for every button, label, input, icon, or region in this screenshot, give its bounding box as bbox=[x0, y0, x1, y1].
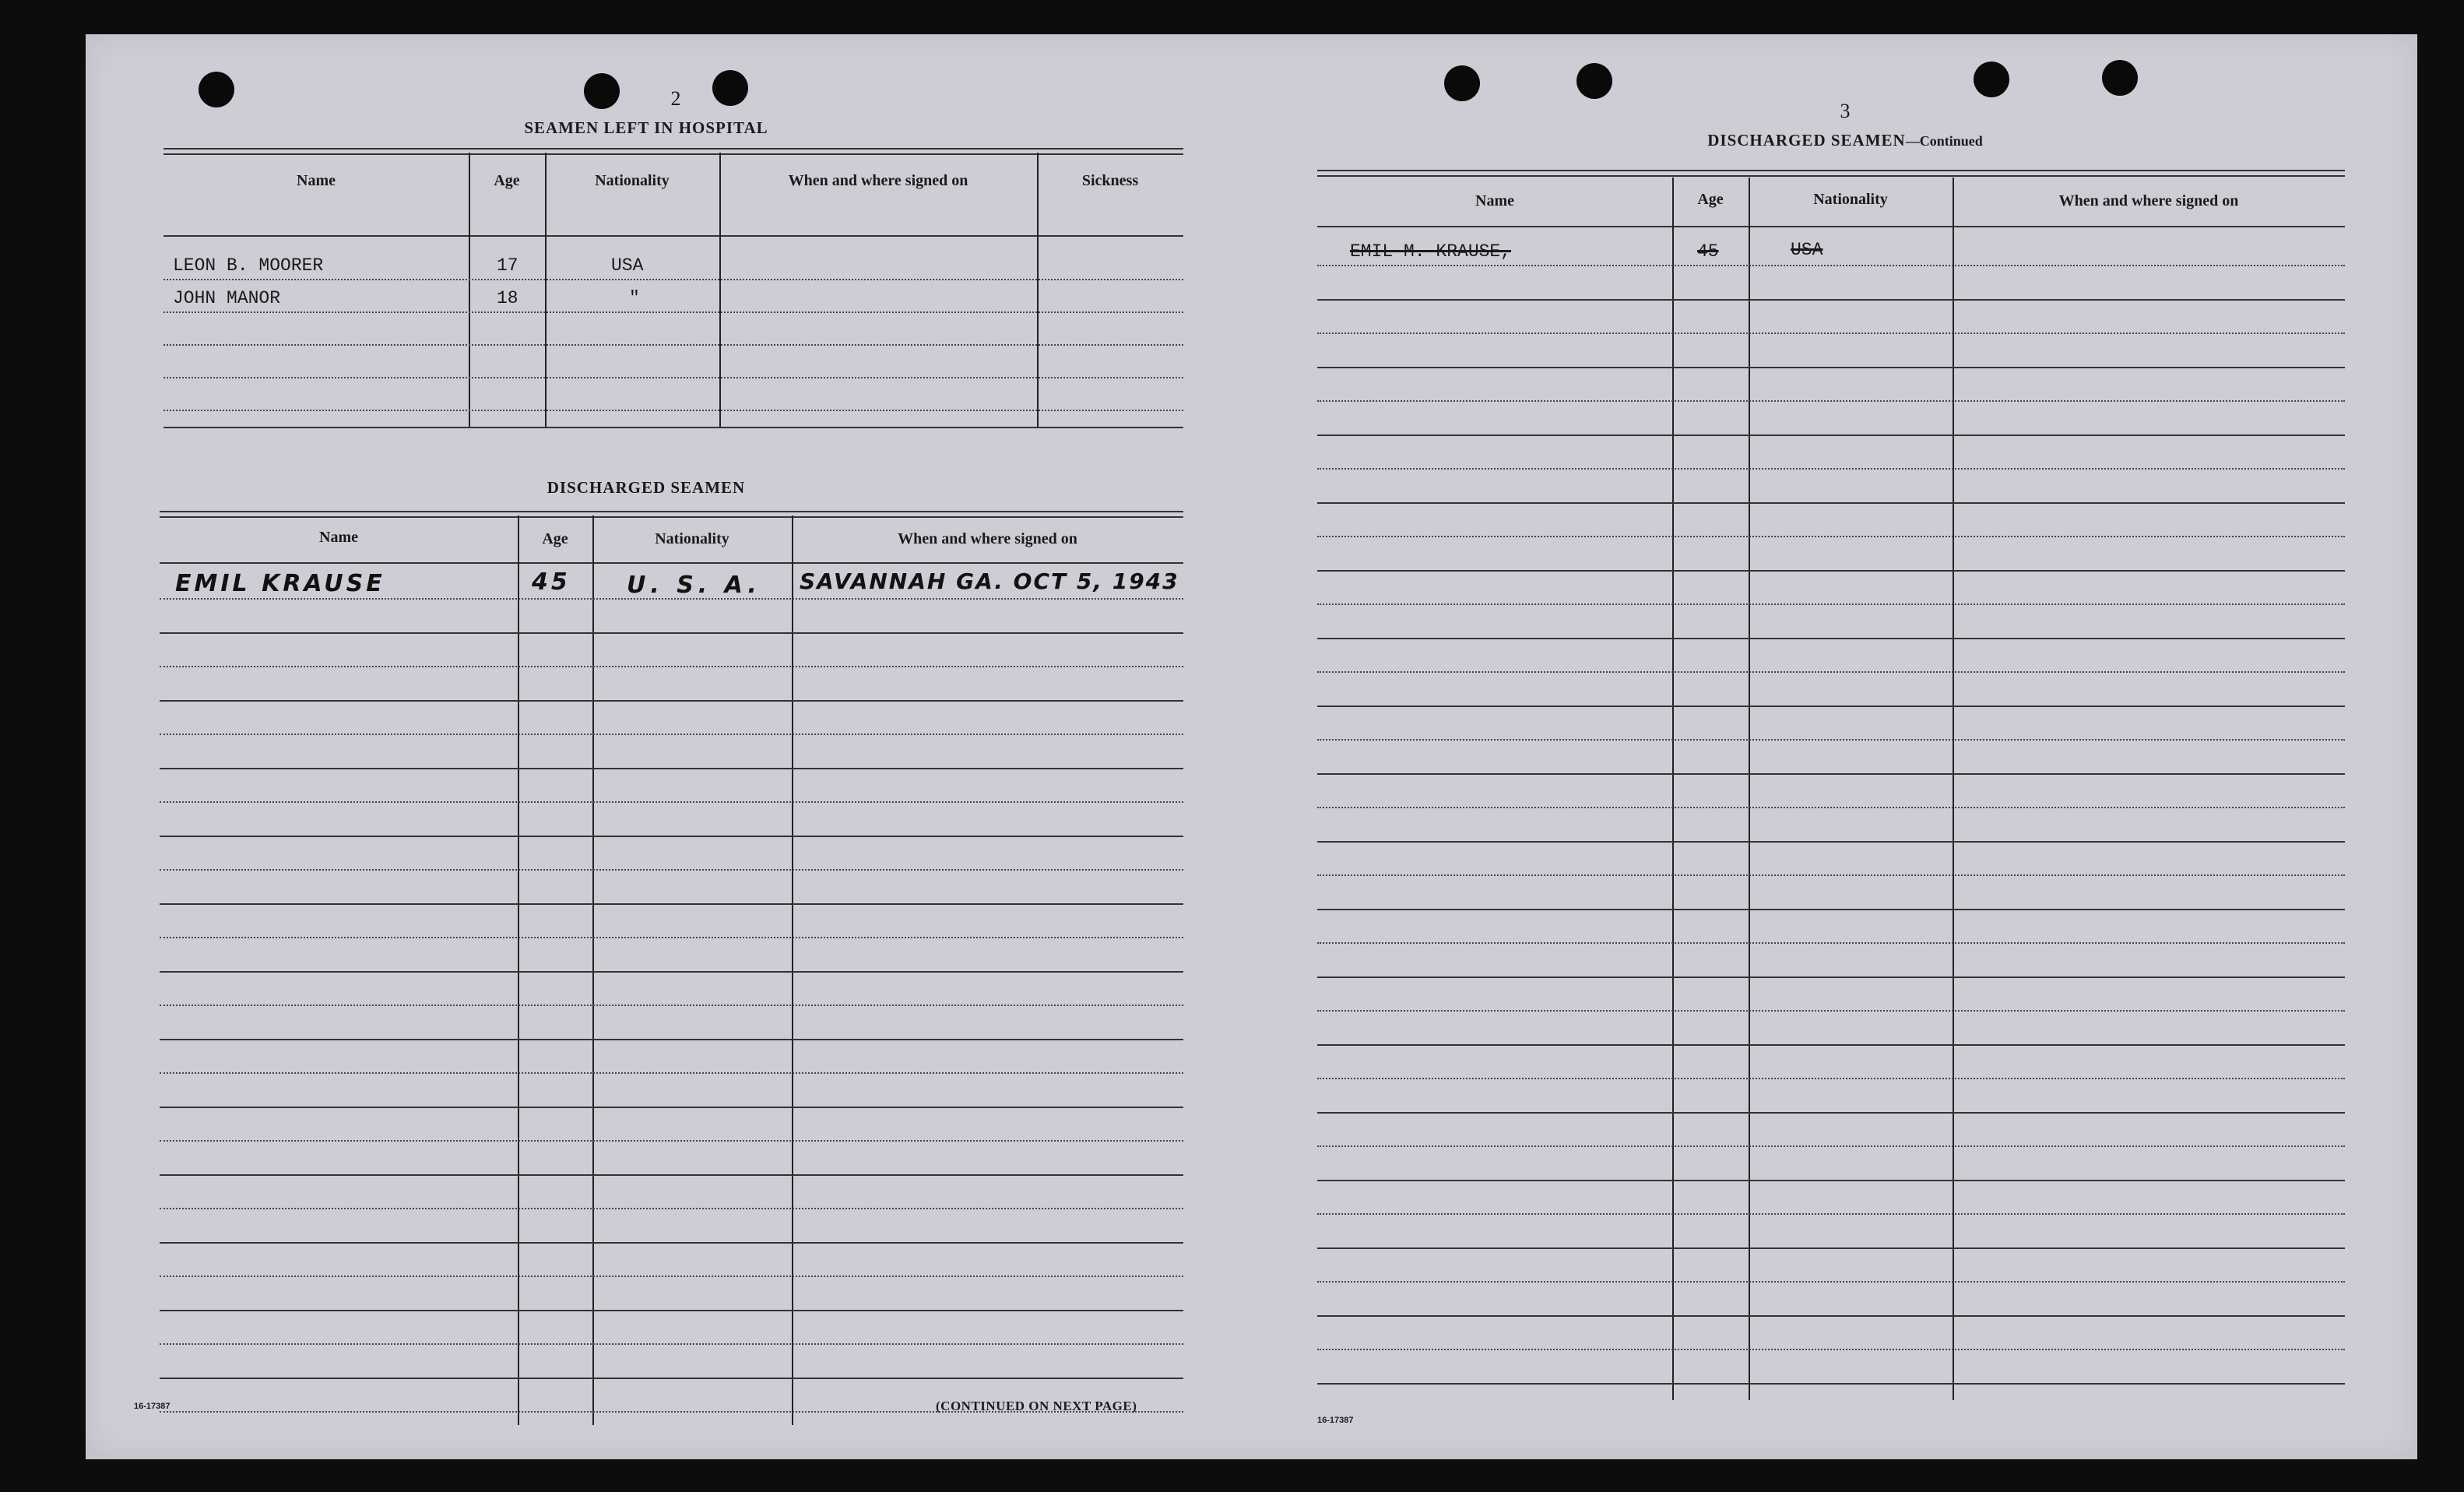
punch-hole bbox=[1576, 63, 1612, 99]
ruling-line bbox=[1317, 976, 2345, 978]
ruling-line bbox=[160, 1378, 1183, 1379]
ruling-line bbox=[1317, 841, 2345, 843]
ruling-line bbox=[160, 1276, 1183, 1277]
header-signed-on: When and where signed on bbox=[788, 171, 968, 189]
seaman-nationality: U. S. A. bbox=[627, 572, 761, 599]
ruling-line bbox=[1317, 1145, 2345, 1147]
ruling-line bbox=[1317, 333, 2345, 334]
punch-hole bbox=[1444, 65, 1480, 101]
seaman-name: EMIL KRAUSE bbox=[175, 570, 385, 597]
seaman-nationality: " bbox=[629, 288, 640, 308]
ruling-line bbox=[1317, 671, 2345, 673]
ruling-line bbox=[160, 1242, 1183, 1244]
ruling-line bbox=[1317, 468, 2345, 470]
discharged-continued-table bbox=[1317, 170, 2345, 1402]
ruling-line bbox=[1317, 570, 2345, 572]
seaman-age: 17 bbox=[497, 255, 518, 276]
seaman-age: 18 bbox=[497, 288, 518, 308]
ruling-line bbox=[1317, 1383, 2345, 1385]
punch-hole bbox=[584, 73, 620, 109]
continued-note: (CONTINUED ON NEXT PAGE) bbox=[936, 1399, 1137, 1413]
ruling-line bbox=[1317, 435, 2345, 436]
seaman-age: 45 bbox=[532, 568, 571, 596]
ruling-line bbox=[1317, 367, 2345, 368]
header-age: Age bbox=[494, 171, 520, 189]
seaman-name: LEON B. MOORER bbox=[173, 255, 324, 276]
ruling-line bbox=[1317, 1281, 2345, 1283]
ruling-line bbox=[160, 1107, 1183, 1108]
discharged-table bbox=[160, 511, 1183, 1426]
form-code: 16-17387 bbox=[134, 1402, 170, 1411]
page-number: 3 bbox=[1840, 100, 1851, 122]
ruling-line bbox=[1317, 942, 2345, 944]
ruling-line bbox=[160, 1208, 1183, 1209]
page-number: 2 bbox=[670, 87, 681, 110]
discharged-section-title: DISCHARGED SEAMEN bbox=[547, 478, 746, 497]
ruling-line bbox=[1317, 739, 2345, 741]
punch-hole bbox=[712, 70, 748, 106]
header-name: Name bbox=[319, 528, 358, 546]
ruling-line bbox=[160, 700, 1183, 702]
header-age: Age bbox=[542, 530, 568, 547]
ruling-line bbox=[1317, 1247, 2345, 1249]
ruling-line bbox=[1317, 874, 2345, 876]
ruling-line bbox=[1317, 1180, 2345, 1181]
ruling-line bbox=[1317, 1213, 2345, 1215]
discharged-continued-title bbox=[1643, 131, 2047, 150]
seaman-nationality: USA bbox=[611, 255, 644, 276]
ruling-line bbox=[160, 1039, 1183, 1040]
ruling-line bbox=[160, 768, 1183, 769]
seaman-name: JOHN MANOR bbox=[173, 288, 281, 308]
ruling-line bbox=[1317, 603, 2345, 605]
ruling-line bbox=[160, 632, 1183, 634]
ruling-line bbox=[1317, 1112, 2345, 1114]
form-code: 16-17387 bbox=[1317, 1416, 1354, 1425]
ruling-line bbox=[1317, 265, 2345, 266]
ruling-line bbox=[1317, 807, 2345, 808]
ruling-line bbox=[1317, 638, 2345, 639]
ruling-line bbox=[1317, 536, 2345, 537]
ruling-line bbox=[160, 1310, 1183, 1311]
ruling-line bbox=[1317, 773, 2345, 775]
ruling-line bbox=[160, 1174, 1183, 1176]
title-suffix: —Continued bbox=[1905, 133, 1983, 149]
seaman-signed-on: SAVANNAH GA. OCT 5, 1943 bbox=[800, 568, 1179, 594]
ruling-line bbox=[1317, 1010, 2345, 1012]
hospital-section-title: SEAMEN LEFT IN HOSPITAL bbox=[524, 118, 768, 137]
punch-hole bbox=[2102, 60, 2138, 96]
header-nationality: Nationality bbox=[1813, 190, 1888, 208]
punch-hole bbox=[1974, 62, 2009, 97]
hospital-table bbox=[163, 148, 1183, 428]
ruling-line bbox=[160, 903, 1183, 905]
ruling-line bbox=[160, 1140, 1183, 1142]
ruling-line bbox=[160, 1072, 1183, 1074]
ruling-line bbox=[1317, 400, 2345, 402]
ruling-line bbox=[160, 666, 1183, 667]
punch-hole bbox=[199, 72, 234, 107]
ruling-line bbox=[160, 971, 1183, 973]
ruling-line bbox=[1317, 1078, 2345, 1079]
seaman-nationality: USA bbox=[1791, 240, 1823, 260]
ruling-line bbox=[160, 836, 1183, 837]
header-name: Name bbox=[297, 171, 336, 189]
ruling-line bbox=[1317, 1315, 2345, 1317]
header-nationality: Nationality bbox=[655, 530, 729, 547]
header-name: Name bbox=[1475, 192, 1514, 209]
title-main: DISCHARGED SEAMEN bbox=[1707, 131, 1906, 150]
ruling-line bbox=[1317, 502, 2345, 504]
ruling-line bbox=[1317, 706, 2345, 707]
ruling-line bbox=[160, 1343, 1183, 1345]
header-nationality: Nationality bbox=[595, 171, 670, 189]
ruling-line bbox=[160, 869, 1183, 871]
header-signed-on: When and where signed on bbox=[898, 530, 1077, 547]
seaman-name: EMIL M. KRAUSE, bbox=[1350, 241, 1512, 262]
seaman-age: 45 bbox=[1697, 241, 1719, 262]
ruling-line bbox=[160, 801, 1183, 803]
ruling-line bbox=[160, 1005, 1183, 1006]
header-signed-on: When and where signed on bbox=[2058, 192, 2239, 209]
ruling-line bbox=[160, 937, 1183, 938]
ruling-line bbox=[1317, 1044, 2345, 1046]
header-age: Age bbox=[1697, 190, 1724, 208]
ruling-line bbox=[1317, 909, 2345, 910]
ruling-line bbox=[1317, 299, 2345, 301]
header-sickness: Sickness bbox=[1081, 171, 1139, 189]
ruling-line bbox=[1317, 1349, 2345, 1350]
ruling-line bbox=[160, 734, 1183, 735]
scanned-document bbox=[86, 34, 2417, 1459]
